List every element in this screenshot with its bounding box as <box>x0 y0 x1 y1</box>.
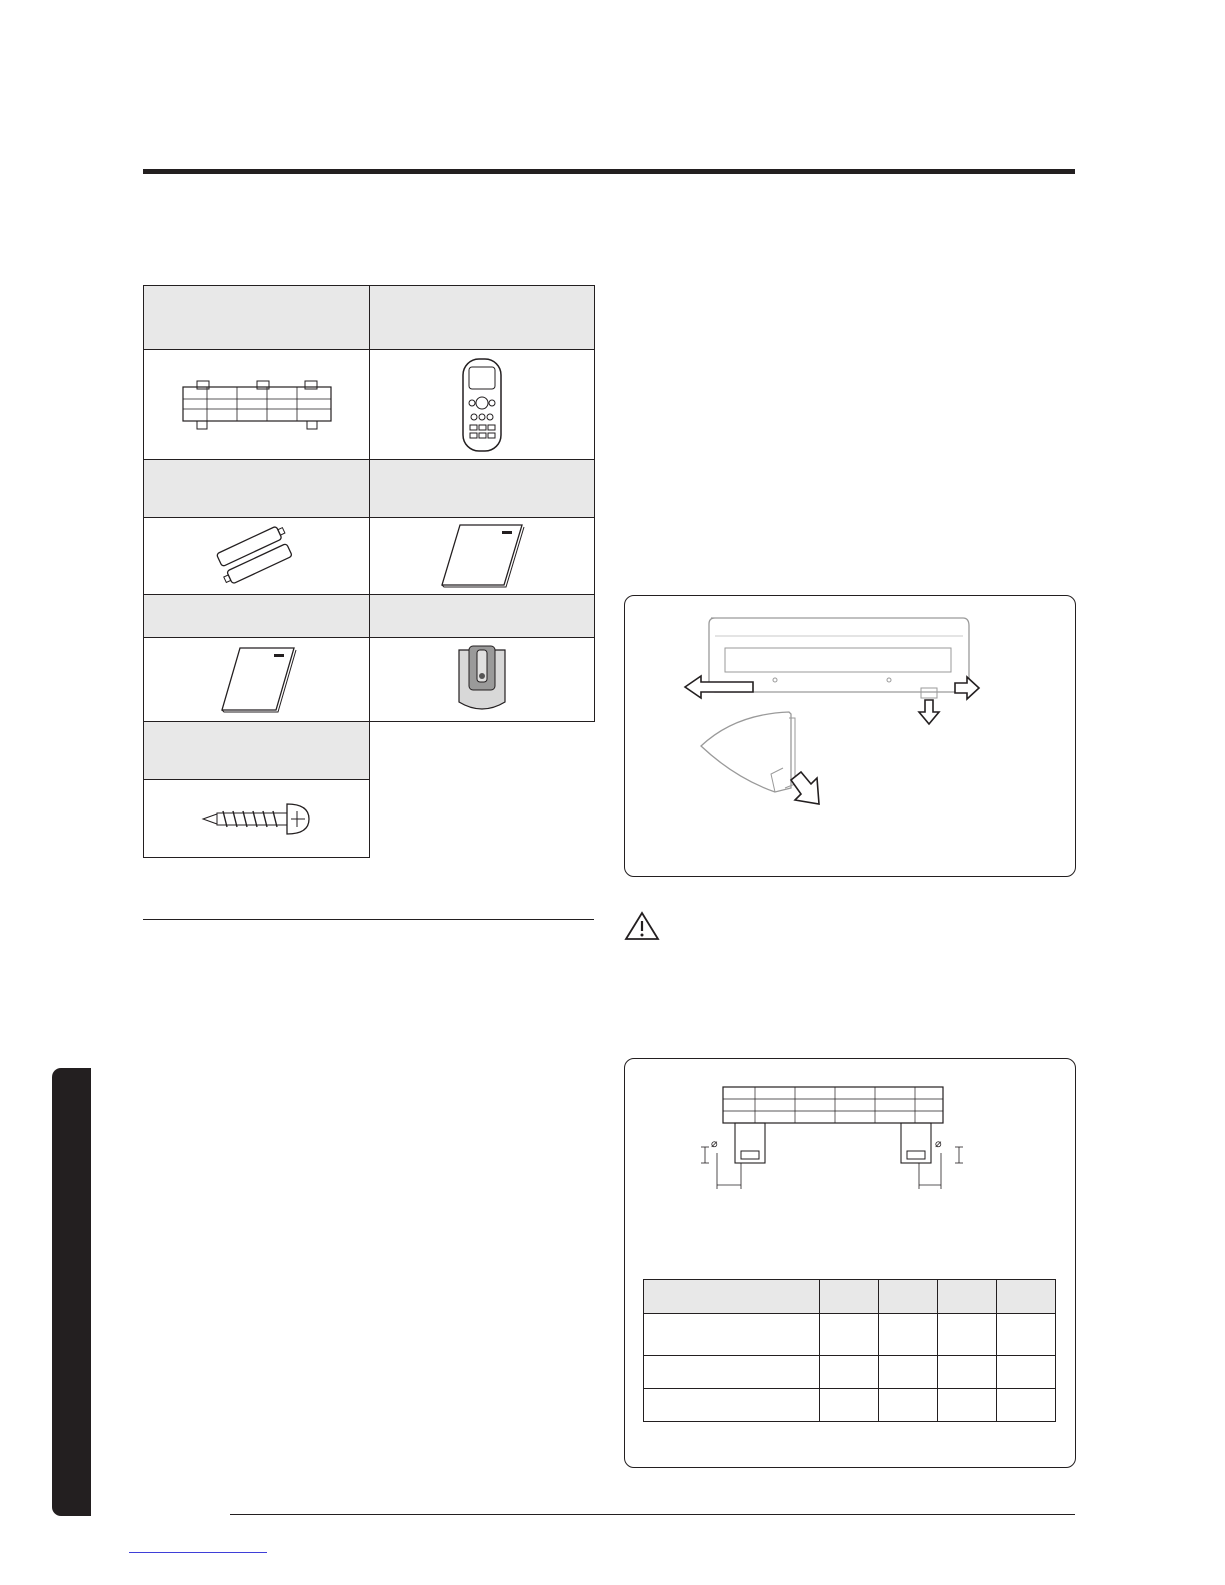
left-arrow-icon <box>685 676 753 698</box>
dimension-cell <box>879 1314 938 1356</box>
dimension-cell <box>820 1356 879 1389</box>
accessory-image-cell <box>144 350 370 460</box>
installation-plate-icon <box>177 375 337 435</box>
installation-plate-diagram <box>625 1059 1075 1199</box>
piping-direction-figure <box>624 595 1076 877</box>
accessory-image-cell <box>144 518 370 595</box>
accessory-label-cell <box>144 460 370 518</box>
dimension-cell <box>879 1389 938 1422</box>
dimension-cell <box>997 1389 1056 1422</box>
accessory-label-cell <box>144 595 370 638</box>
dimension-cell <box>644 1314 820 1356</box>
chapter-side-tab <box>52 1068 91 1516</box>
dimension-cell <box>938 1356 997 1389</box>
piping-direction-diagram <box>625 596 1075 876</box>
rear-arrow-icon <box>791 772 819 804</box>
accessories-table <box>143 285 595 858</box>
section-divider <box>143 919 594 920</box>
accessory-label-cell <box>370 460 595 518</box>
empty-cell <box>370 722 595 858</box>
installation-manual-icon <box>212 644 302 716</box>
dimension-header-cell <box>879 1280 938 1314</box>
header-rule <box>143 169 1075 174</box>
accessory-label-cell <box>370 595 595 638</box>
accessory-label-cell <box>144 722 370 780</box>
accessory-label-cell <box>144 286 370 350</box>
remote-control-icon <box>457 355 507 455</box>
dimension-cell <box>997 1356 1056 1389</box>
accessory-label-cell <box>370 286 595 350</box>
accessory-image-cell <box>144 780 370 858</box>
dimension-cell <box>997 1314 1056 1356</box>
dimension-table <box>643 1279 1056 1422</box>
down-arrow-icon <box>919 700 939 724</box>
accessory-image-cell <box>144 638 370 722</box>
footer-rule <box>230 1514 1075 1515</box>
dimension-cell <box>644 1389 820 1422</box>
warning-triangle-icon <box>624 911 660 941</box>
dimension-header-cell <box>644 1280 820 1314</box>
dimension-cell <box>820 1389 879 1422</box>
dimension-cell <box>820 1314 879 1356</box>
user-manual-icon <box>432 523 532 589</box>
right-arrow-icon <box>955 677 979 699</box>
dimension-cell <box>938 1389 997 1422</box>
diameter-symbol-left: ⌀ <box>711 1138 718 1150</box>
accessory-image-cell <box>370 350 595 460</box>
dimension-header-cell <box>938 1280 997 1314</box>
dimension-cell <box>938 1314 997 1356</box>
dimension-header-cell <box>997 1280 1056 1314</box>
dimension-cell <box>879 1356 938 1389</box>
accessory-image-cell <box>370 518 595 595</box>
page-link-underline[interactable] <box>129 1552 267 1553</box>
remote-holder-icon <box>447 640 517 720</box>
diameter-symbol-right: ⌀ <box>935 1138 942 1150</box>
accessory-image-cell <box>370 638 595 722</box>
dimension-cell <box>644 1356 820 1389</box>
dimension-header-cell <box>820 1280 879 1314</box>
batteries-icon <box>207 525 307 587</box>
screw-icon <box>197 796 317 842</box>
